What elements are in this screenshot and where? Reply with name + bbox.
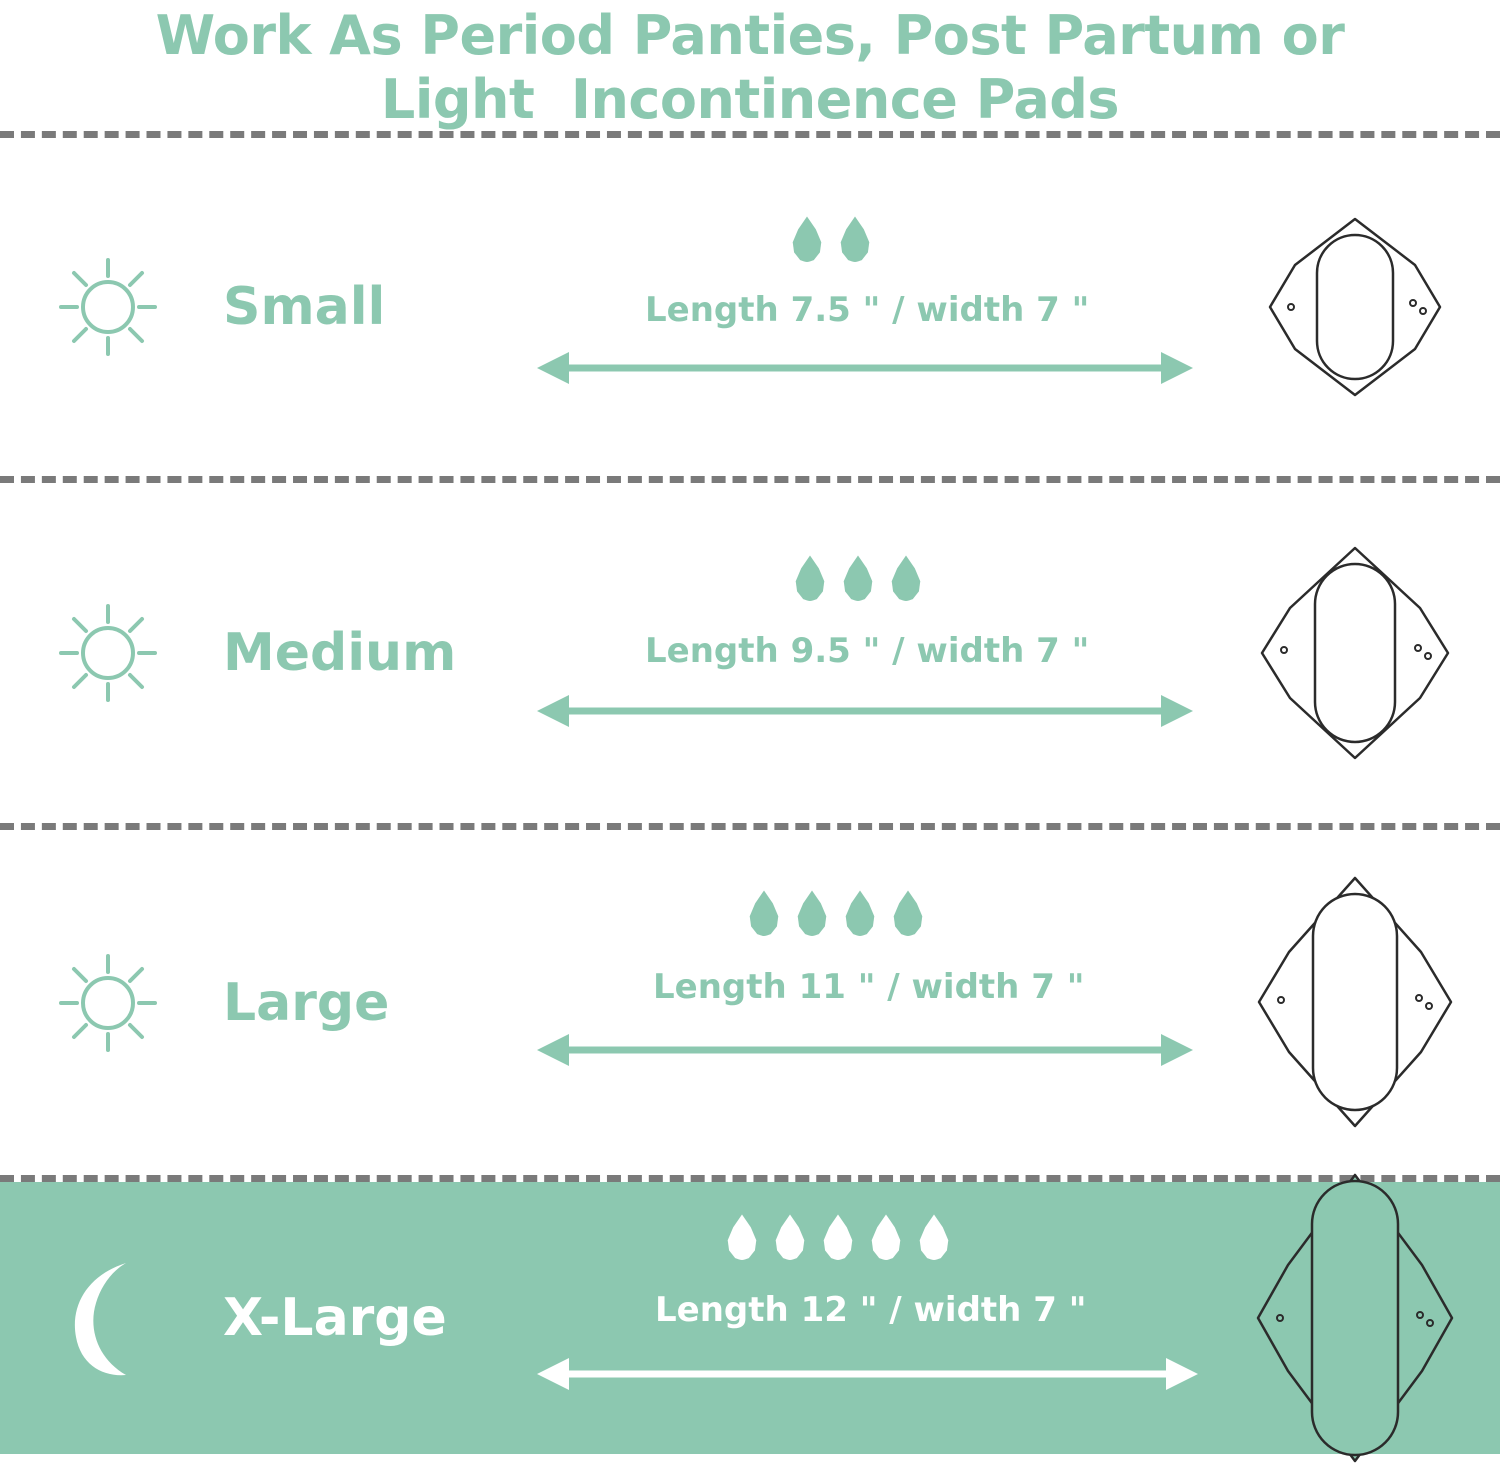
dimension-label-medium: Length 9.5 " / width 7 " — [645, 631, 1090, 672]
size-details-large — [535, 830, 1210, 1175]
drop-icon — [793, 555, 827, 601]
title-line-2: Light Incontinence Pads — [380, 67, 1120, 131]
dimension-label-small: Length 7.5 " / width 7 " — [645, 290, 1090, 331]
drop-icon — [725, 1214, 759, 1260]
time-of-day-cell — [0, 242, 215, 372]
moon-icon — [48, 1253, 168, 1383]
size-row-xlarge — [0, 1182, 1500, 1454]
size-label-large: Large — [223, 972, 390, 1033]
size-row-medium — [0, 483, 1500, 823]
length-arrow-small — [535, 338, 1195, 398]
size-row-large — [0, 830, 1500, 1175]
drop-icon — [795, 890, 829, 936]
time-of-day-cell — [0, 1253, 215, 1383]
page-title — [0, 0, 1500, 131]
size-label-medium: Medium — [223, 623, 457, 684]
size-row-small — [0, 138, 1500, 476]
drop-icon — [843, 890, 877, 936]
divider-top — [0, 131, 1500, 138]
time-of-day-cell — [0, 938, 215, 1068]
divider-1 — [0, 476, 1500, 483]
drop-icon — [747, 890, 781, 936]
absorbency-drops-small — [790, 216, 872, 262]
drop-icon — [891, 890, 925, 936]
length-arrow-large — [535, 1020, 1195, 1080]
drop-icon — [841, 555, 875, 601]
drop-icon — [821, 1214, 855, 1260]
pad-illustration-cell-xlarge — [1210, 1182, 1500, 1454]
size-label-small: Small — [223, 277, 386, 338]
pad-illustration-cell-large — [1210, 830, 1500, 1175]
divider-2 — [0, 823, 1500, 830]
absorbency-drops-xlarge — [725, 1214, 951, 1260]
drop-icon — [838, 216, 872, 262]
size-label-xlarge: X-Large — [223, 1288, 447, 1349]
title-line-1: Work As Period Panties, Post Partum or — [155, 4, 1345, 67]
pad-illustration-cell-small — [1210, 138, 1500, 476]
pad-icon — [1248, 538, 1463, 768]
dimension-label-xlarge: Length 12 " / width 7 " — [655, 1290, 1087, 1331]
drop-icon — [790, 216, 824, 262]
length-arrow-xlarge — [535, 1344, 1200, 1404]
absorbency-drops-medium — [793, 555, 923, 601]
drop-icon — [917, 1214, 951, 1260]
size-details-small — [535, 138, 1210, 476]
drop-icon — [889, 555, 923, 601]
sun-icon — [43, 938, 173, 1068]
absorbency-drops-large — [747, 890, 925, 936]
pad-icon — [1243, 870, 1468, 1135]
drop-icon — [773, 1214, 807, 1260]
dimension-label-large: Length 11 " / width 7 " — [653, 967, 1085, 1008]
sun-icon — [43, 242, 173, 372]
sun-icon — [43, 588, 173, 718]
size-details-medium — [535, 483, 1210, 823]
drop-icon — [869, 1214, 903, 1260]
pad-icon — [1240, 1173, 1470, 1463]
time-of-day-cell — [0, 588, 215, 718]
length-arrow-medium — [535, 681, 1195, 741]
pad-illustration-cell-medium — [1210, 483, 1500, 823]
pad-icon — [1255, 207, 1455, 407]
size-details-xlarge — [535, 1182, 1210, 1454]
